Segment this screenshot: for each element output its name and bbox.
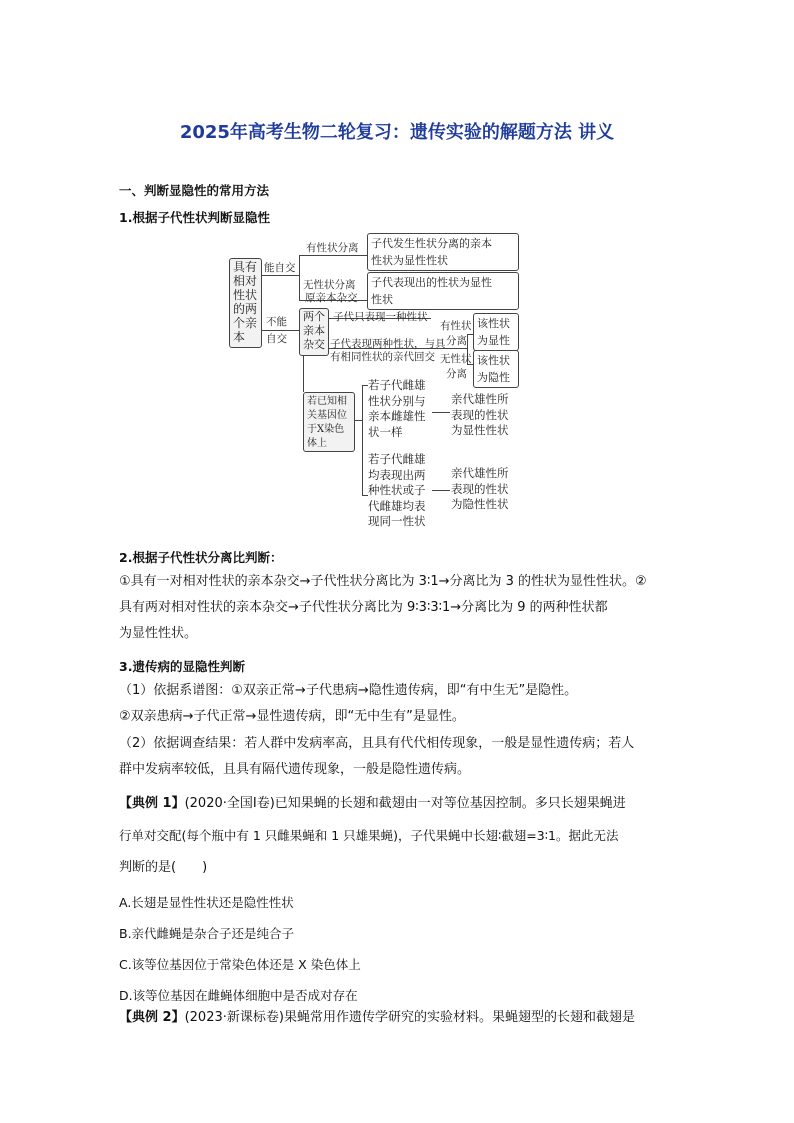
can-self-label: 能自交 (264, 262, 296, 274)
x-linked-box: 若已知相 关基因位 于X染色 体上 (303, 392, 355, 452)
option-c: C.该等位基因位于常染色体还是 X 染色体上 (119, 957, 361, 972)
recessive-box: 该性状 为隐性 (473, 350, 519, 388)
option-a: A.长翅是显性性状还是隐性性状 (119, 895, 294, 910)
condition-1: 若子代雌雄 性状分别与 亲本雌雄性 状一样 (368, 378, 426, 439)
outcome-1: 亲代雄性所 表现的性状 为显性性状 (451, 392, 509, 437)
option-d: D.该等位基因在雌蝇体细胞中是否成对存在 (119, 988, 358, 1003)
option-b: B.亲代雌蝇是杂合子还是纯合子 (119, 926, 295, 941)
dominance-diagram: 具有 相对 性状 的两 个亲 本 能自交 不能 自交 有性状分离 无性状分离 原亲本杂交 子代发生性状分离的亲本 性状为显性性状 子代表现出的性状为显性 性状 两个 亲本 杂交 子代只表现一种性状 子代表现两种性状，与具 有相同性状的亲代回交 有性状 分离 无性状 分离 该性状 为显性 该性状 为隐性 若已知相 关基因位 于X染色 体上 若子代雌雄 性状分别与 亲本雌雄性 状一样 亲代雄性所 表现的性状 为显性性状 若子代雌雄 均表现出两 种性状或子 代雌雄均表 现同一性状 亲代雄性所 表现的性状 为隐性性状 (0, 0, 794, 540)
result-box-1: 子代发生性状分离的亲本 性状为显性性状 (367, 233, 519, 271)
two-parents-box: 两个 亲本 杂交 (299, 308, 329, 356)
condition-2: 若子代雌雄 均表现出两 种性状或子 代雌雄均表 现同一性状 (368, 452, 426, 528)
subheading-2: 2.根据子代性状分离比判断： (119, 550, 283, 565)
page-title: 2025年高考生物二轮复习：遗传实验的解题方法 讲义 (179, 122, 615, 143)
section-heading: 一、判断显隐性的常用方法 (119, 183, 270, 198)
subheading-3: 3.遗传病的显隐性判断 (119, 659, 245, 674)
root-box: 具有 相对 性状 的两 个亲 本 (229, 258, 262, 348)
dominant-box: 该性状 为显性 (473, 313, 519, 351)
example-1: 【典例 1】(2020·全国Ⅰ卷)已知果蝇的长翅和截翅由一对等位基因控制。多只长翅果蝇进 (119, 796, 626, 811)
result-box-2: 子代表现出的性状为显性 性状 (367, 272, 519, 310)
outcome-2: 亲代雄性所 表现的性状 为隐性性状 (451, 466, 509, 511)
subheading-1: 1.根据子代性状判断显隐性 (119, 210, 270, 225)
example-2: 【典例 2】(2023·新课标卷)果蝇常用作遗传学研究的实验材料。果蝇翅型的长翅和截翅是 (119, 1010, 635, 1025)
